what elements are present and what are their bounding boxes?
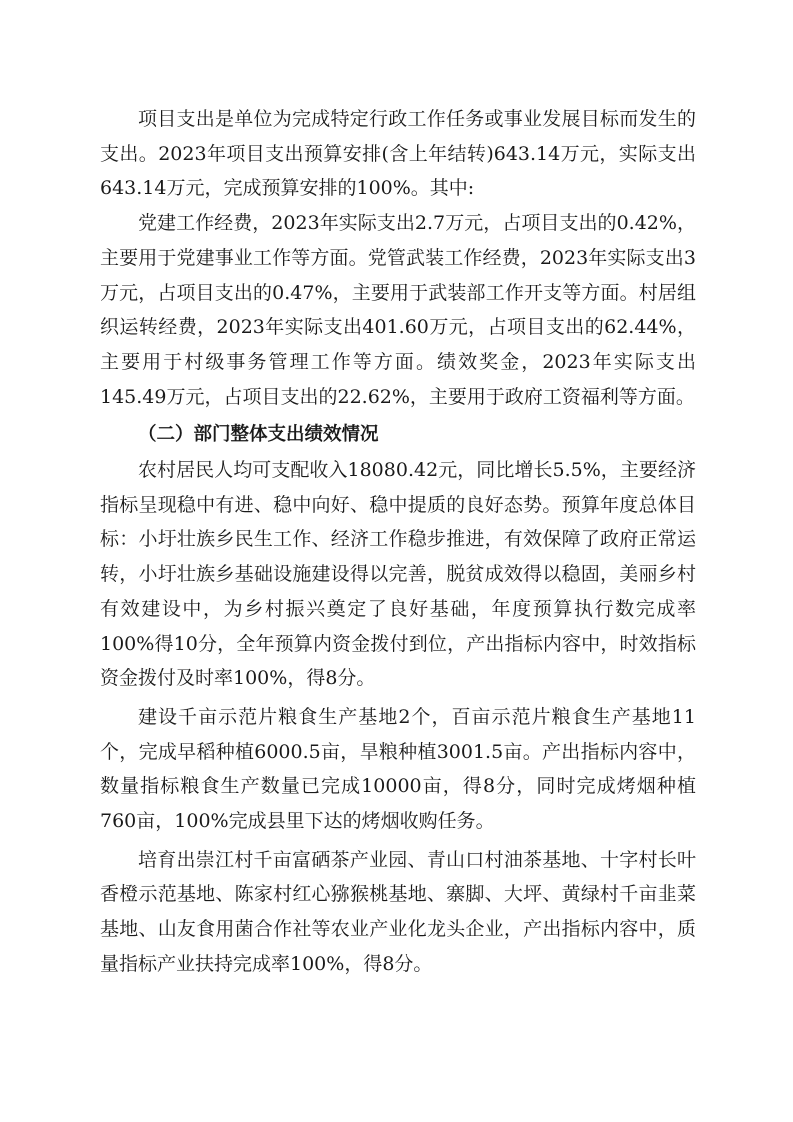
- paragraph-overall-performance: 农村居民人均可支配收入18080.42元，同比增长5.5%，主要经济指标呈现稳中有进、稳中向好、稳中提质的良好态势。预算年度总体目标：小圩壮族乡民生工作、经济工作稳步推进，有效保障了政府正常运转，小圩壮族乡基础设施建设得以完善，脱贫成效得以稳固，美丽乡村有效建设中，为乡村振兴奠定了良好基础，年度预算执行数完成率100%得10分，全年预算内资金拨付到位，产出指标内容中，时效指标资金拨付及时率100%，得8分。: [100, 459, 696, 690]
- paragraph-project-expenditure: 项目支出是单位为完成特定行政工作任务或事业发展目标而发生的支出。2023年项目支出预算安排(含上年结转)643.14万元，实际支出643.14万元，完成预算安排的100%。其中:: [100, 108, 696, 200]
- paragraph-grain-production: 建设千亩示范片粮食生产基地2个，百亩示范片粮食生产基地11个，完成早稻种植6000.5亩，旱粮种植3001.5亩。产出指标内容中，数量指标粮食生产数量已完成10000亩，得8分，同时完成烤烟种植760亩，100%完成县里下达的烤烟收购任务。: [100, 705, 696, 833]
- paragraph-expenditure-breakdown: 党建工作经费，2023年实际支出2.7万元，占项目支出的0.42%，主要用于党建事业工作等方面。党管武装工作经费，2023年实际支出3万元，占项目支出的0.47%，主要用于武装部工作开支等方面。村居组织运转经费，2023年实际支出401.60万元，占项目支出的62.44%，主要用于村级事务管理工作等方面。绩效奖金，2023年实际支出145.49万元，占项目支出的22.62%，主要用于政府工资福利等方面。: [100, 212, 696, 408]
- document-body: [100, 102, 696, 982]
- section-heading: （二）部门整体支出绩效情况: [138, 424, 379, 446]
- paragraph-industry-support: 培育出崇江村千亩富硒茶产业园、青山口村油茶基地、十字村长叶香橙示范基地、陈家村红心猕猴桃基地、寨脚、大坪、黄绿村千亩韭菜基地、山友食用菌合作社等农业产业化龙头企业，产出指标内容中，质量指标产业扶持完成率100%，得8分。: [100, 848, 696, 975]
